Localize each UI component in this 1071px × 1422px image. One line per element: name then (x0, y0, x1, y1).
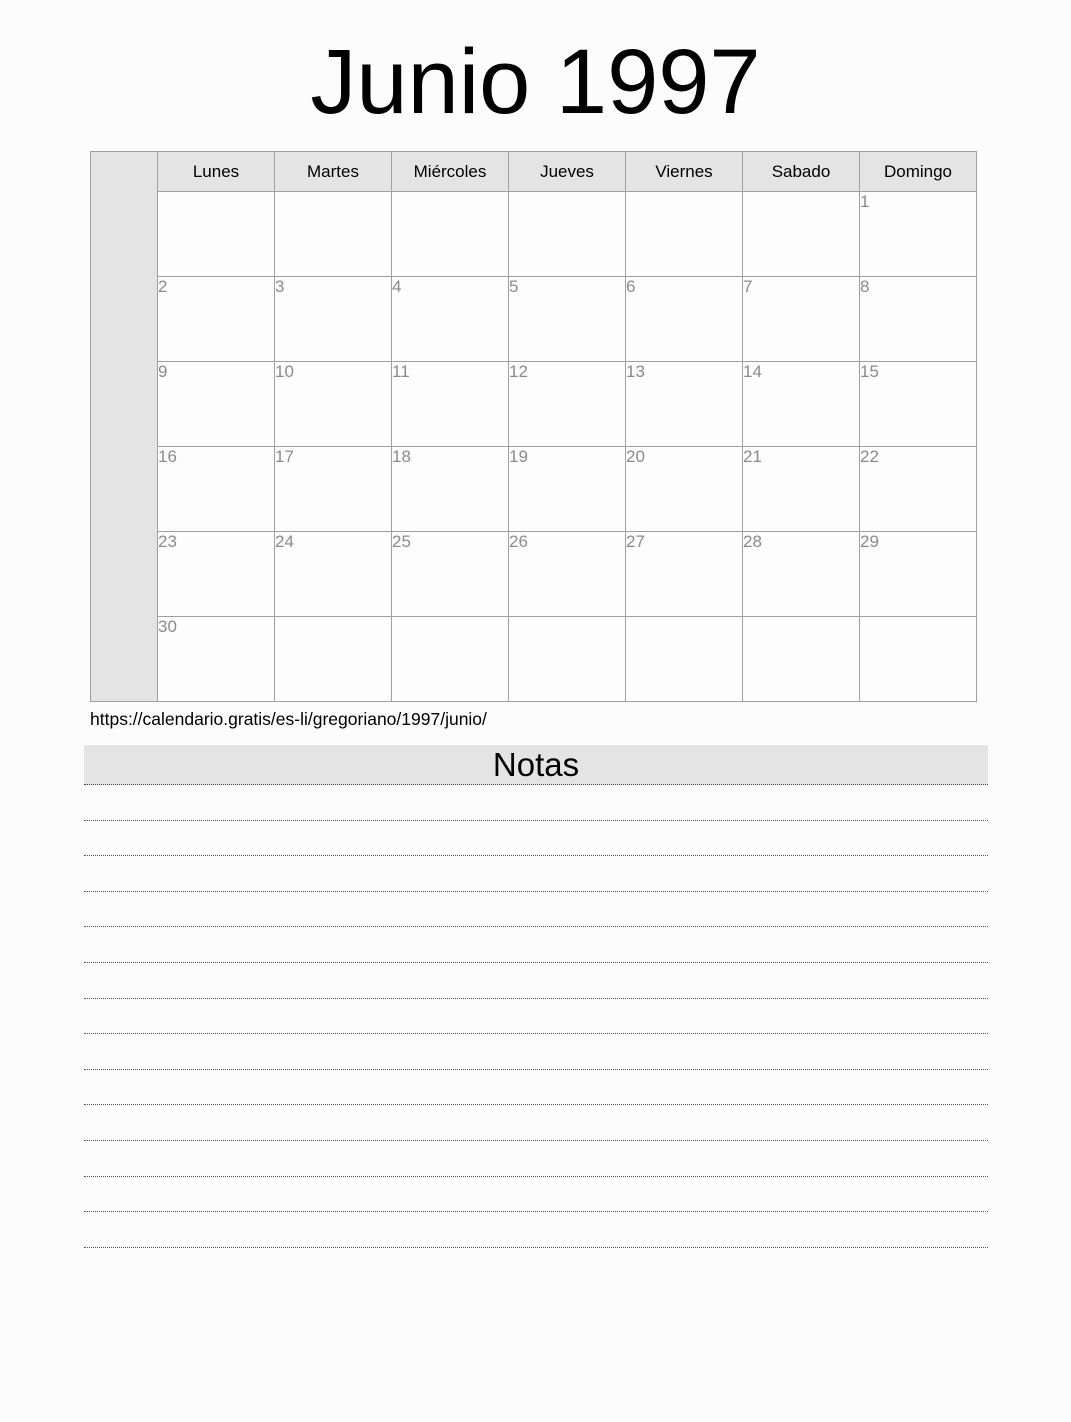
day-cell-18: 18 (392, 447, 509, 532)
day-cell-15: 15 (860, 362, 977, 447)
day-cell (275, 617, 392, 702)
week-row-2 (91, 277, 977, 362)
source-url: https://calendario.gratis/es-li/gregoriano/1997/junio/ (90, 709, 487, 729)
day-cell-23: 23 (158, 532, 275, 617)
day-cell-28: 28 (743, 532, 860, 617)
weekday-header-sabado: Sabado (743, 152, 860, 192)
day-cell-4: 4 (392, 277, 509, 362)
day-cell-7: 7 (743, 277, 860, 362)
weekday-header-martes: Martes (275, 152, 392, 192)
day-cell (158, 192, 275, 277)
weekday-header-lunes: Lunes (158, 152, 275, 192)
day-cell (509, 192, 626, 277)
day-cell-20: 20 (626, 447, 743, 532)
day-cell (392, 192, 509, 277)
note-line (84, 1177, 988, 1213)
week-row-4 (91, 447, 977, 532)
note-line (84, 1105, 988, 1141)
weekday-header-viernes: Viernes (626, 152, 743, 192)
day-cell-11: 11 (392, 362, 509, 447)
note-line (84, 1070, 988, 1106)
note-line (84, 963, 988, 999)
day-cell-13: 13 (626, 362, 743, 447)
notes-section (84, 745, 988, 1248)
notes-header: Notas (84, 745, 988, 785)
note-line (84, 1034, 988, 1070)
day-cell (626, 192, 743, 277)
note-line (84, 927, 988, 963)
week-row-3 (91, 362, 977, 447)
day-cell-19: 19 (509, 447, 626, 532)
day-cell-3: 3 (275, 277, 392, 362)
calendar-table (90, 151, 977, 702)
weekday-header-row (91, 152, 977, 192)
page-title: Junio 1997 (310, 31, 761, 133)
day-cell (275, 192, 392, 277)
note-line (84, 1141, 988, 1177)
day-cell-30: 30 (158, 617, 275, 702)
day-cell-21: 21 (743, 447, 860, 532)
note-line (84, 821, 988, 857)
week-number-column (91, 152, 158, 702)
note-line (84, 785, 988, 821)
day-cell (743, 192, 860, 277)
day-cell-16: 16 (158, 447, 275, 532)
note-line (84, 856, 988, 892)
day-cell-10: 10 (275, 362, 392, 447)
week-row-5 (91, 532, 977, 617)
day-cell-25: 25 (392, 532, 509, 617)
day-cell-12: 12 (509, 362, 626, 447)
weekday-header-miercoles: Miércoles (392, 152, 509, 192)
day-cell (626, 617, 743, 702)
day-cell (743, 617, 860, 702)
day-cell-14: 14 (743, 362, 860, 447)
day-cell-26: 26 (509, 532, 626, 617)
day-cell (392, 617, 509, 702)
day-cell-22: 22 (860, 447, 977, 532)
note-line (84, 892, 988, 928)
week-row-6 (91, 617, 977, 702)
weekday-header-jueves: Jueves (509, 152, 626, 192)
day-cell-9: 9 (158, 362, 275, 447)
day-cell (860, 617, 977, 702)
day-cell-2: 2 (158, 277, 275, 362)
note-line (84, 999, 988, 1035)
day-cell-1: 1 (860, 192, 977, 277)
weekday-header-domingo: Domingo (860, 152, 977, 192)
day-cell-17: 17 (275, 447, 392, 532)
day-cell-6: 6 (626, 277, 743, 362)
day-cell-27: 27 (626, 532, 743, 617)
week-row-1 (91, 192, 977, 277)
day-cell-29: 29 (860, 532, 977, 617)
day-cell-24: 24 (275, 532, 392, 617)
day-cell-5: 5 (509, 277, 626, 362)
day-cell (509, 617, 626, 702)
note-line (84, 1212, 988, 1248)
day-cell-8: 8 (860, 277, 977, 362)
note-lines (84, 785, 988, 1248)
